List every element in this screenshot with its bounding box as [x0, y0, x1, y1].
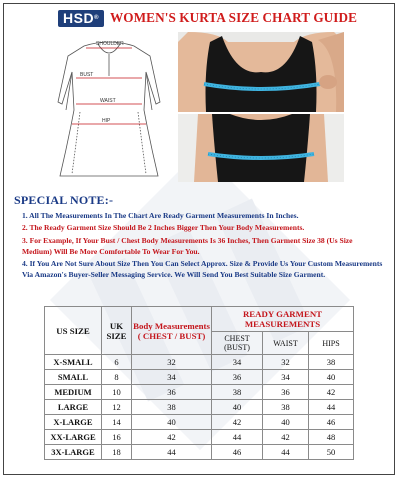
cell-hips: 38 [309, 355, 354, 370]
brand-logo [58, 10, 104, 27]
size-table [44, 306, 354, 460]
cell-chest: 36 [212, 370, 263, 385]
label-shoulder: SHOULDER [96, 41, 124, 47]
cell-waist: 40 [263, 415, 309, 430]
cell-chest: 46 [212, 445, 263, 460]
table-header-row [45, 307, 354, 332]
cell-body: 34 [132, 370, 212, 385]
cell-waist: 34 [263, 370, 309, 385]
table-row [45, 370, 354, 385]
cell-hips: 46 [309, 415, 354, 430]
table-row [45, 430, 354, 445]
notes-list [22, 210, 384, 282]
cell-uk: 8 [102, 370, 132, 385]
header-us-size: US SIZE [45, 307, 102, 355]
header-body-measurements: Body Measurements ( CHEST / BUST) [132, 307, 212, 355]
cell-uk: 14 [102, 415, 132, 430]
label-hip: HIP [102, 118, 111, 124]
cell-chest: 40 [212, 400, 263, 415]
cell-chest: 44 [212, 430, 263, 445]
cell-uk: 18 [102, 445, 132, 460]
table-row [45, 445, 354, 460]
header-ready-garment: READY GARMENT MEASUREMENTS [212, 307, 354, 332]
cell-body: 44 [132, 445, 212, 460]
cell-uk: 12 [102, 400, 132, 415]
cell-chest: 38 [212, 385, 263, 400]
header-chest: CHEST (BUST) [212, 332, 263, 355]
cell-waist: 32 [263, 355, 309, 370]
cell-hips: 50 [309, 445, 354, 460]
page-title: WOMEN'S KURTA SIZE CHART GUIDE [109, 10, 358, 25]
note-item: 2. The Ready Garment Size Should Be 2 Inches Bigger Then Your Body Measurements. [22, 223, 305, 233]
cell-waist: 42 [263, 430, 309, 445]
registered-mark: ® [94, 14, 99, 21]
cell-hips: 42 [309, 385, 354, 400]
cell-hips: 48 [309, 430, 354, 445]
cell-us: 3X-LARGE [45, 445, 102, 460]
cell-us: X-LARGE [45, 415, 102, 430]
header-uk-size: UK SIZE [102, 307, 132, 355]
bust-measurement-photo [178, 32, 344, 112]
note-item: 3. For Example, If Your Bust / Chest Body Measurements Is 36 Inches, Then Garment Size 38 (Us Size Medium) Will Be More Comfortable To Wear For You. [22, 235, 353, 256]
cell-us: SMALL [45, 370, 102, 385]
kurta-sketch [46, 32, 172, 182]
cell-chest: 42 [212, 415, 263, 430]
cell-us: XX-LARGE [45, 430, 102, 445]
cell-body: 40 [132, 415, 212, 430]
header-waist: WAIST [263, 332, 309, 355]
note-item: 4. If You Are Not Sure About Size Then You Can Select Approx. Size & Provide Us Your Custom Measurements Via Amazon's Buyer-Seller Messaging Service. We Will Send You Best Suitable Size Garment. [22, 259, 383, 280]
cell-us: X-SMALL [45, 355, 102, 370]
cell-uk: 16 [102, 430, 132, 445]
table-row [45, 400, 354, 415]
cell-body: 32 [132, 355, 212, 370]
cell-chest: 34 [212, 355, 263, 370]
waist-measurement-photo [178, 114, 344, 182]
cell-waist: 44 [263, 445, 309, 460]
cell-body: 42 [132, 430, 212, 445]
note-item: 1. All The Measurements In The Chart Are Ready Garment Measurements In Inches. [22, 211, 299, 220]
cell-us: LARGE [45, 400, 102, 415]
header-hips: HIPS [309, 332, 354, 355]
table-row [45, 355, 354, 370]
cell-waist: 38 [263, 400, 309, 415]
cell-body: 38 [132, 400, 212, 415]
cell-us: MEDIUM [45, 385, 102, 400]
table-row [45, 385, 354, 400]
header [58, 9, 357, 27]
brand-name: HSD [63, 9, 95, 26]
cell-body: 36 [132, 385, 212, 400]
cell-uk: 10 [102, 385, 132, 400]
table-row [45, 415, 354, 430]
label-bust: BUST [80, 72, 94, 78]
cell-hips: 44 [309, 400, 354, 415]
label-waist: WAIST [100, 98, 116, 104]
cell-waist: 36 [263, 385, 309, 400]
special-note-heading: SPECIAL NOTE:- [14, 193, 114, 207]
cell-hips: 40 [309, 370, 354, 385]
cell-uk: 6 [102, 355, 132, 370]
